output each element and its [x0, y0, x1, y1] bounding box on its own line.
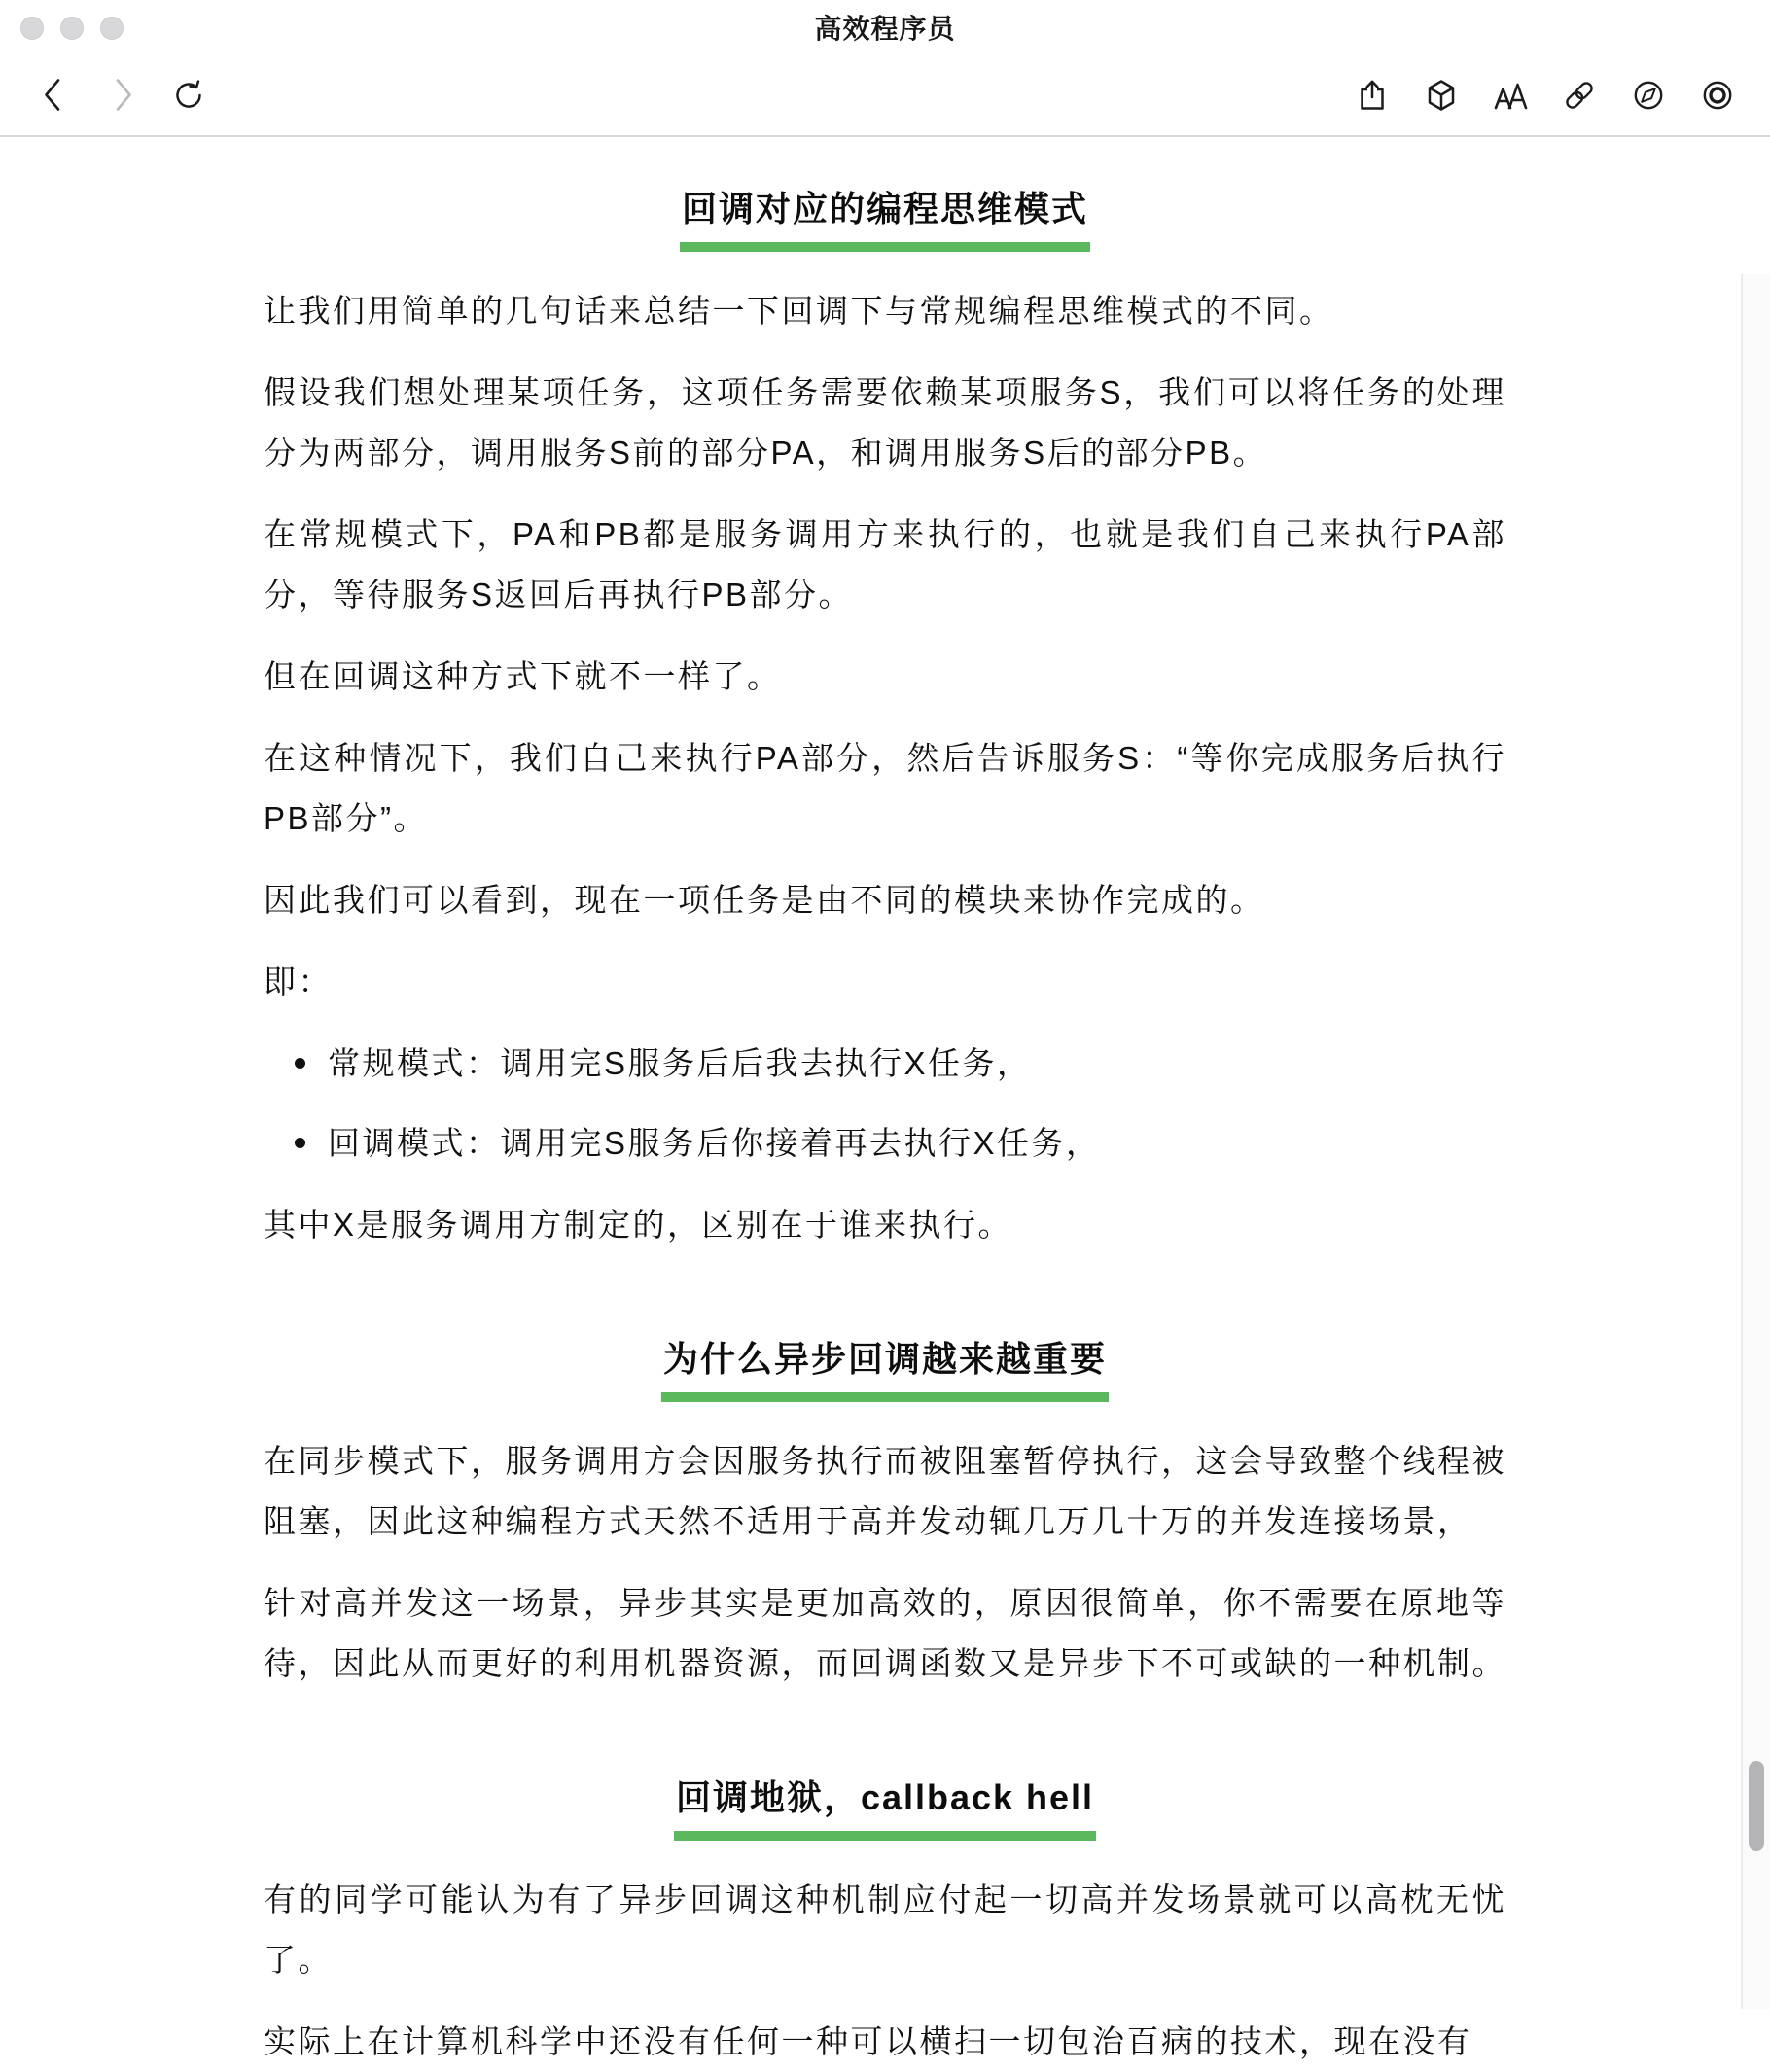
share-button[interactable]	[1355, 78, 1390, 113]
section-heading	[264, 175, 1506, 252]
minimize-window-button[interactable]	[60, 17, 84, 40]
paragraph: 实际上在计算机科学中还没有任何一种可以横扫一切包治百病的技术，现在没有	[264, 2023, 1472, 2059]
paragraph: 其中X是服务调用方制定的，区别在于谁来执行。	[264, 1207, 1013, 1243]
reader-focus-button[interactable]	[1700, 78, 1735, 113]
focus-ring-icon	[1700, 78, 1735, 113]
reload-button[interactable]	[171, 78, 206, 113]
forward-icon	[104, 78, 139, 113]
section-heading-text: 回调地狱，callback hell	[674, 1773, 1096, 1841]
list-item: 回调模式：调用完S服务后你接着再去执行X任务，	[264, 1113, 1506, 1174]
list-item: 常规模式：调用完S服务后后我去执行X任务，	[264, 1034, 1506, 1094]
back-icon	[37, 78, 72, 113]
reload-icon	[171, 78, 206, 113]
browser-toolbar	[0, 54, 1770, 137]
back-button[interactable]	[37, 78, 72, 113]
paragraph: 假设我们想处理某项任务，这项任务需要依赖某项服务S，我们可以将任务的处理分为两部分，调用服务S前的部分PA，和调用服务S后的部分PB。	[264, 374, 1506, 471]
share-icon	[1355, 78, 1390, 113]
text-size-icon	[1491, 78, 1530, 113]
paragraph: 在常规模式下，PA和PB都是服务调用方来执行的，也就是我们自己来执行PA部分，等待服务S返回后再执行PB部分。	[264, 516, 1506, 613]
section-why-async	[264, 1325, 1506, 1694]
close-window-button[interactable]	[20, 17, 44, 40]
paragraph: 即：	[264, 964, 333, 1000]
scrollbar-track[interactable]	[1741, 274, 1770, 2009]
section-callback-thinking	[264, 175, 1506, 1255]
window-title: 高效程序员	[814, 14, 956, 44]
paragraph: 有的同学可能认为有了异步回调这种机制应付起一切高并发场景就可以高枕无忧了。	[264, 1881, 1506, 1978]
paragraph: 在这种情况下，我们自己来执行PA部分，然后告诉服务S：“等你完成服务后执行PB部分”。	[264, 740, 1506, 836]
title-bar	[0, 0, 1770, 54]
paragraph: 针对高并发这一场景，异步其实是更加高效的，原因很简单，你不需要在原地等待，因此从而更好的利用机器资源，而回调函数又是异步下不可或缺的一种机制。	[264, 1585, 1506, 1681]
paragraph: 因此我们可以看到，现在一项任务是由不同的模块来协作完成的。	[264, 882, 1265, 918]
paragraph: 让我们用简单的几句话来总结一下回调下与常规编程思维模式的不同。	[264, 293, 1334, 329]
zoom-window-button[interactable]	[100, 17, 124, 40]
paragraph: 但在回调这种方式下就不一样了。	[264, 658, 782, 694]
section-heading-text: 回调对应的编程思维模式	[680, 185, 1090, 252]
link-button[interactable]	[1562, 78, 1597, 113]
link-icon	[1562, 78, 1597, 113]
compass-icon	[1631, 78, 1666, 113]
section-heading	[264, 1325, 1506, 1402]
mode-list	[264, 1034, 1506, 1174]
traffic-lights	[20, 17, 124, 40]
section-heading	[264, 1764, 1506, 1841]
forward-button[interactable]	[104, 78, 139, 113]
section-callback-hell	[264, 1764, 1506, 2072]
scrollbar-thumb[interactable]	[1749, 1761, 1764, 1851]
text-size-button[interactable]	[1493, 78, 1528, 113]
tab-groups-button[interactable]	[1424, 78, 1459, 113]
article-content	[264, 137, 1506, 2072]
section-heading-text: 为什么异步回调越来越重要	[661, 1335, 1109, 1402]
paragraph: 在同步模式下，服务调用方会因服务执行而被阻塞暂停执行，这会导致整个线程被阻塞，因此这种编程方式天然不适用于高并发动辄几万几十万的并发连接场景，	[264, 1443, 1506, 1539]
cube-icon	[1424, 78, 1459, 113]
compass-button[interactable]	[1631, 78, 1666, 113]
article-page	[0, 137, 1770, 2059]
